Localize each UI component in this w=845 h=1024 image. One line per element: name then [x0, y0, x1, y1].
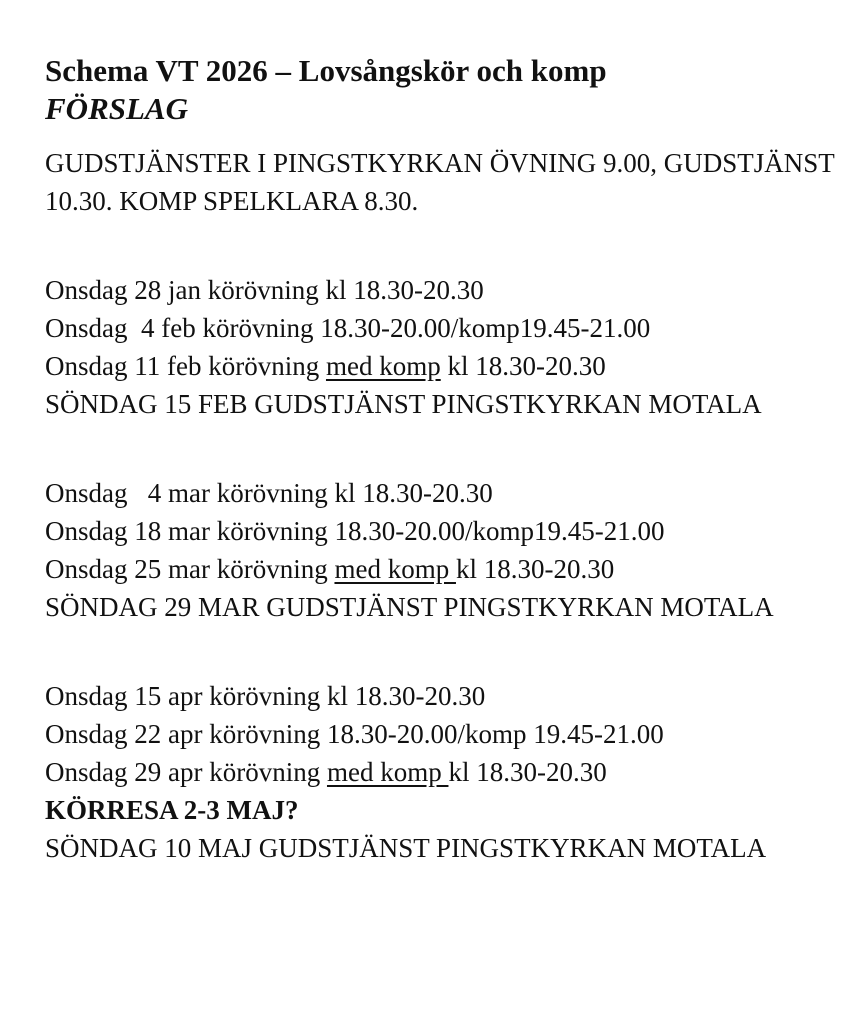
schedule-line: Onsdag 4 mar körövning kl 18.30-20.30	[45, 478, 493, 508]
intro-text: GUDSTJÄNSTER I PINGSTKYRKAN ÖVNING 9.00, GUDSTJÄNST 10.30. KOMP SPELKLARA 8.30.	[45, 148, 835, 216]
schedule-line: Onsdag 22 apr körövning 18.30-20.00/komp 19.45-21.00	[45, 719, 664, 749]
line-prefix: Onsdag 11 feb körövning	[45, 351, 326, 381]
schedule-line: Onsdag 15 apr körövning kl 18.30-20.30	[45, 681, 486, 711]
schedule-line: Onsdag 28 jan körövning kl 18.30-20.30	[45, 275, 484, 305]
schedule-document	[45, 52, 835, 867]
service-line: SÖNDAG 15 FEB GUDSTJÄNST PINGSTKYRKAN MOTALA	[45, 389, 762, 419]
schedule-block-april	[45, 677, 835, 867]
schedule-line: Onsdag 4 feb körövning 18.30-20.00/komp19.45-21.00	[45, 313, 651, 343]
document-subtitle: FÖRSLAG	[45, 91, 188, 126]
schedule-line	[45, 347, 835, 385]
line-prefix: Onsdag 29 apr körövning	[45, 757, 327, 787]
schedule-block-march	[45, 474, 835, 626]
underlined-med-komp: med komp	[334, 554, 456, 584]
underlined-med-komp: med komp	[325, 351, 441, 381]
service-line: SÖNDAG 10 MAJ GUDSTJÄNST PINGSTKYRKAN MOTALA	[45, 833, 767, 863]
schedule-line	[45, 550, 835, 588]
line-suffix: kl 18.30-20.30	[448, 757, 607, 787]
document-title: Schema VT 2026 – Lovsångskör och komp	[45, 53, 607, 88]
service-line: SÖNDAG 29 MAR GUDSTJÄNST PINGSTKYRKAN MOTALA	[45, 592, 774, 622]
schedule-block-february	[45, 271, 835, 423]
line-suffix: kl 18.30-20.30	[440, 351, 606, 381]
choir-trip-line: KÖRRESA 2-3 MAJ?	[45, 795, 299, 825]
schedule-line	[45, 753, 835, 791]
underlined-med-komp: med komp	[326, 757, 449, 787]
line-suffix: kl 18.30-20.30	[455, 554, 615, 584]
schedule-line: Onsdag 18 mar körövning 18.30-20.00/komp19.45-21.00	[45, 516, 665, 546]
line-prefix: Onsdag 25 mar körövning	[45, 554, 335, 584]
